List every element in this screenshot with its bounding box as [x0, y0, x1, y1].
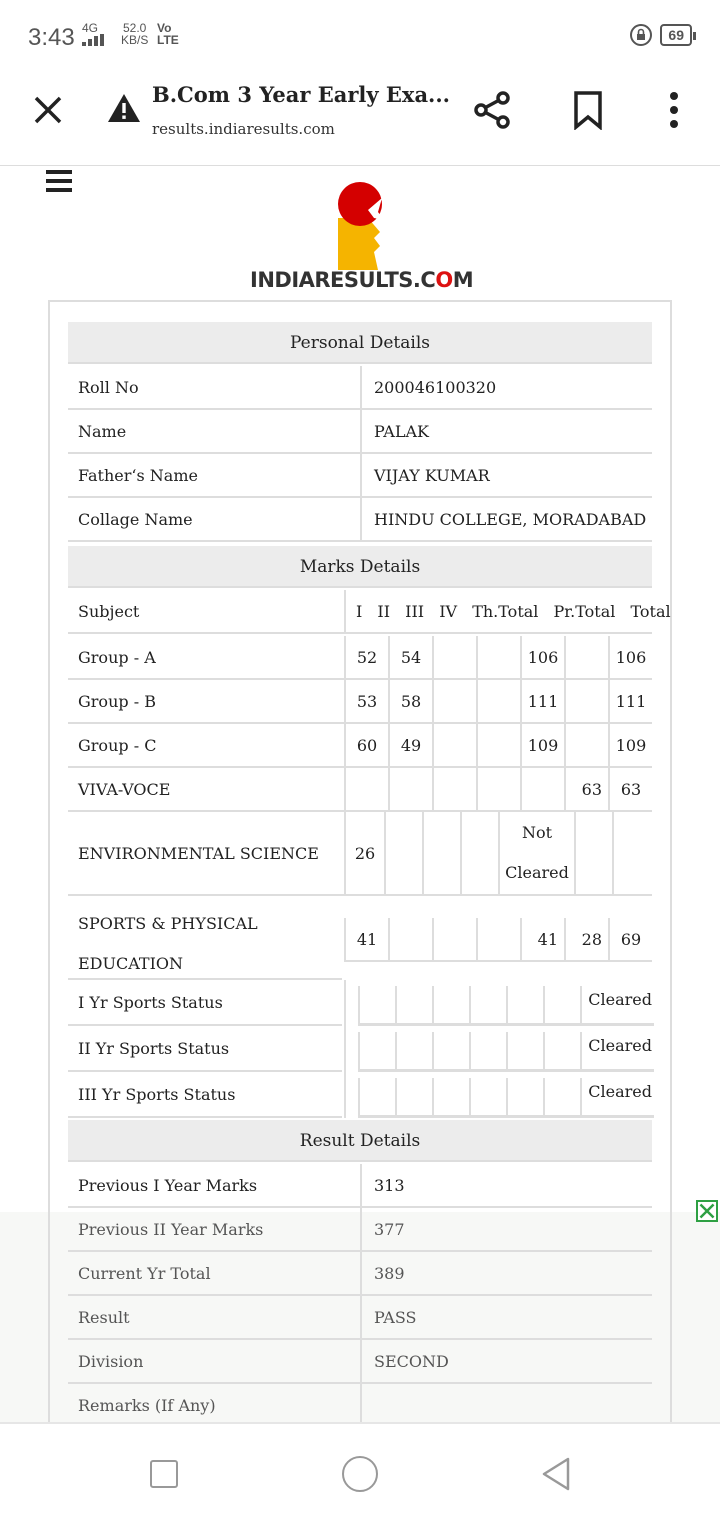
- mark-cell: [574, 812, 612, 894]
- status-text: Not: [521, 823, 553, 842]
- mark-cell: [564, 680, 608, 722]
- subject-line: SPORTS & PHYSICAL: [78, 914, 258, 933]
- row-label: Roll No: [78, 378, 139, 397]
- warning-icon[interactable]: [106, 92, 142, 124]
- col-header: I: [356, 602, 363, 621]
- row-label: I Yr Sports Status: [78, 993, 223, 1012]
- mark-cell: 111: [520, 680, 564, 722]
- browser-toolbar: [0, 72, 720, 166]
- marks-column-headers: [344, 590, 671, 634]
- row-label: Father‘s Name: [78, 466, 198, 485]
- sports-grid: [344, 1026, 652, 1072]
- mark-cell: [384, 812, 422, 894]
- more-options-icon[interactable]: [660, 90, 688, 130]
- row-label: Previous II Year Marks: [78, 1220, 264, 1239]
- table-row: [68, 366, 652, 410]
- page-url[interactable]: results.indiaresults.com: [152, 120, 335, 138]
- sports-status-row: [68, 1026, 652, 1072]
- mark-cell: [476, 918, 520, 960]
- system-nav-bar: [0, 1422, 720, 1520]
- logo-text-part: INDIARESULTS.C: [250, 268, 436, 292]
- subject-name: Group - A: [78, 648, 156, 667]
- volte-top: Vo: [157, 21, 172, 35]
- row-value: SECOND: [360, 1340, 652, 1384]
- mark-cell: [432, 918, 476, 960]
- col-header: Total: [630, 602, 671, 621]
- home-icon[interactable]: [342, 1456, 378, 1492]
- volte-indicator: [157, 22, 179, 46]
- table-row: [68, 1208, 652, 1252]
- status-right: [630, 24, 692, 46]
- mark-cell: [432, 724, 476, 766]
- mark-cell: [388, 768, 432, 810]
- row-label: III Yr Sports Status: [78, 1085, 236, 1104]
- battery-icon: 69: [660, 24, 692, 46]
- mark-cell: [432, 680, 476, 722]
- marks-header-row: [68, 590, 671, 634]
- row-value: 313: [360, 1164, 652, 1208]
- mark-cell: 41: [520, 918, 564, 960]
- status-text: Cleared: [505, 863, 569, 882]
- sports-status-value: Cleared: [588, 1082, 652, 1101]
- mark-cell: 49: [388, 724, 432, 766]
- table-row: [68, 1340, 652, 1384]
- row-label: Result: [78, 1308, 130, 1327]
- mark-cell: 54: [388, 636, 432, 678]
- row-value: HINDU COLLEGE, MORADABAD: [360, 498, 652, 542]
- network-indicator: [82, 22, 110, 48]
- mark-cell: 109: [608, 724, 652, 766]
- status-bar: [0, 0, 720, 72]
- personal-details-heading: Personal Details: [68, 322, 652, 364]
- signal-icon: [82, 34, 110, 46]
- sports-grid: [344, 980, 652, 1026]
- row-label: Current Yr Total: [78, 1264, 211, 1283]
- sports-grid: [344, 1072, 652, 1118]
- col-header: Th.Total: [472, 602, 539, 621]
- row-value: [360, 1384, 652, 1422]
- network-type: 4G: [82, 21, 99, 35]
- mark-cell: 52: [344, 636, 388, 678]
- mark-cell: [422, 812, 460, 894]
- subject-header: Subject: [78, 602, 140, 621]
- mark-cell: [476, 680, 520, 722]
- volte-bottom: LTE: [157, 33, 179, 47]
- mark-cell: [476, 724, 520, 766]
- sports-status-value: Cleared: [588, 1036, 652, 1055]
- subject-line: EDUCATION: [78, 954, 184, 973]
- mark-cell: [460, 812, 498, 894]
- mark-cell: [344, 768, 388, 810]
- table-row: [68, 1384, 652, 1422]
- subject-name: VIVA-VOCE: [78, 780, 171, 799]
- row-value: VIJAY KUMAR: [360, 454, 652, 498]
- share-icon[interactable]: [472, 90, 512, 130]
- row-value: 200046100320: [360, 366, 652, 410]
- table-row: [68, 768, 652, 812]
- mark-cell: 69: [608, 918, 652, 960]
- table-row: [68, 1252, 652, 1296]
- sports-marks: [344, 918, 652, 962]
- page-title[interactable]: B.Com 3 Year Early Exa...: [152, 82, 450, 107]
- sports-status-row: [68, 1072, 652, 1118]
- mark-cell: [498, 812, 574, 894]
- mark-cell: [388, 918, 432, 960]
- mark-cell: 63: [608, 768, 652, 810]
- close-icon[interactable]: [30, 92, 66, 128]
- table-row: [68, 636, 652, 680]
- mark-cell: 109: [520, 724, 564, 766]
- speed-value: 52.0: [123, 21, 147, 35]
- recent-apps-icon[interactable]: [150, 1460, 178, 1488]
- mark-cell: 41: [344, 918, 388, 960]
- mark-cell: [476, 636, 520, 678]
- mark-cell: [612, 812, 652, 894]
- col-header: III: [405, 602, 425, 621]
- table-row: [68, 680, 652, 724]
- mark-cell: 106: [608, 636, 652, 678]
- data-speed: [121, 22, 148, 46]
- mark-cell: 26: [344, 812, 384, 894]
- marks-details-heading: Marks Details: [68, 546, 652, 588]
- table-row: [68, 498, 652, 542]
- row-value: PALAK: [360, 410, 652, 454]
- mark-cell: 58: [388, 680, 432, 722]
- logo-text-o: O: [435, 268, 453, 292]
- mark-cell: [432, 768, 476, 810]
- row-label: II Yr Sports Status: [78, 1039, 230, 1058]
- row-label: Previous I Year Marks: [78, 1176, 258, 1195]
- subject-name: Group - B: [78, 692, 156, 711]
- table-row: [68, 410, 652, 454]
- table-row: [68, 812, 652, 896]
- alarm-icon: [630, 24, 652, 46]
- mark-cell: 63: [564, 768, 608, 810]
- logo-text: [250, 268, 474, 292]
- hamburger-menu-icon[interactable]: [46, 170, 72, 194]
- subject-name: Group - C: [78, 736, 157, 755]
- table-row: [68, 896, 652, 980]
- mark-cell: [520, 768, 564, 810]
- col-header: IV: [439, 602, 458, 621]
- mark-cell: 53: [344, 680, 388, 722]
- mark-cell: [564, 724, 608, 766]
- row-value: 377: [360, 1208, 652, 1252]
- speed-unit: KB/S: [121, 33, 149, 47]
- site-logo[interactable]: [250, 180, 474, 300]
- row-value: 389: [360, 1252, 652, 1296]
- table-row: [68, 1296, 652, 1340]
- row-value: PASS: [360, 1296, 652, 1340]
- table-row: [68, 724, 652, 768]
- bookmark-icon[interactable]: [572, 90, 604, 130]
- sports-status-value: Cleared: [588, 990, 652, 1009]
- logo-text-end: M: [452, 268, 474, 292]
- mark-cell: [432, 636, 476, 678]
- subject-name: [78, 904, 258, 984]
- sports-status-row: [68, 980, 652, 1026]
- row-label: Collage Name: [78, 510, 193, 529]
- mark-cell: 28: [564, 918, 608, 960]
- col-header: Pr.Total: [553, 602, 616, 621]
- subject-name: ENVIRONMENTAL SCIENCE: [78, 844, 319, 863]
- row-label: Remarks (If Any): [78, 1396, 216, 1415]
- status-time: 3:43: [28, 24, 75, 51]
- mark-cell: 60: [344, 724, 388, 766]
- result-details-heading: Result Details: [68, 1120, 652, 1162]
- ad-close-icon[interactable]: [696, 1200, 718, 1222]
- row-label: Division: [78, 1352, 144, 1371]
- logo-mark-icon: [250, 180, 470, 270]
- mark-cell: [476, 768, 520, 810]
- mark-cell: [564, 636, 608, 678]
- mark-cell: 106: [520, 636, 564, 678]
- col-header: II: [377, 602, 391, 621]
- row-label: Name: [78, 422, 127, 441]
- mark-cell: 111: [608, 680, 652, 722]
- back-icon[interactable]: [540, 1456, 572, 1492]
- table-row: [68, 454, 652, 498]
- table-row: [68, 1164, 652, 1208]
